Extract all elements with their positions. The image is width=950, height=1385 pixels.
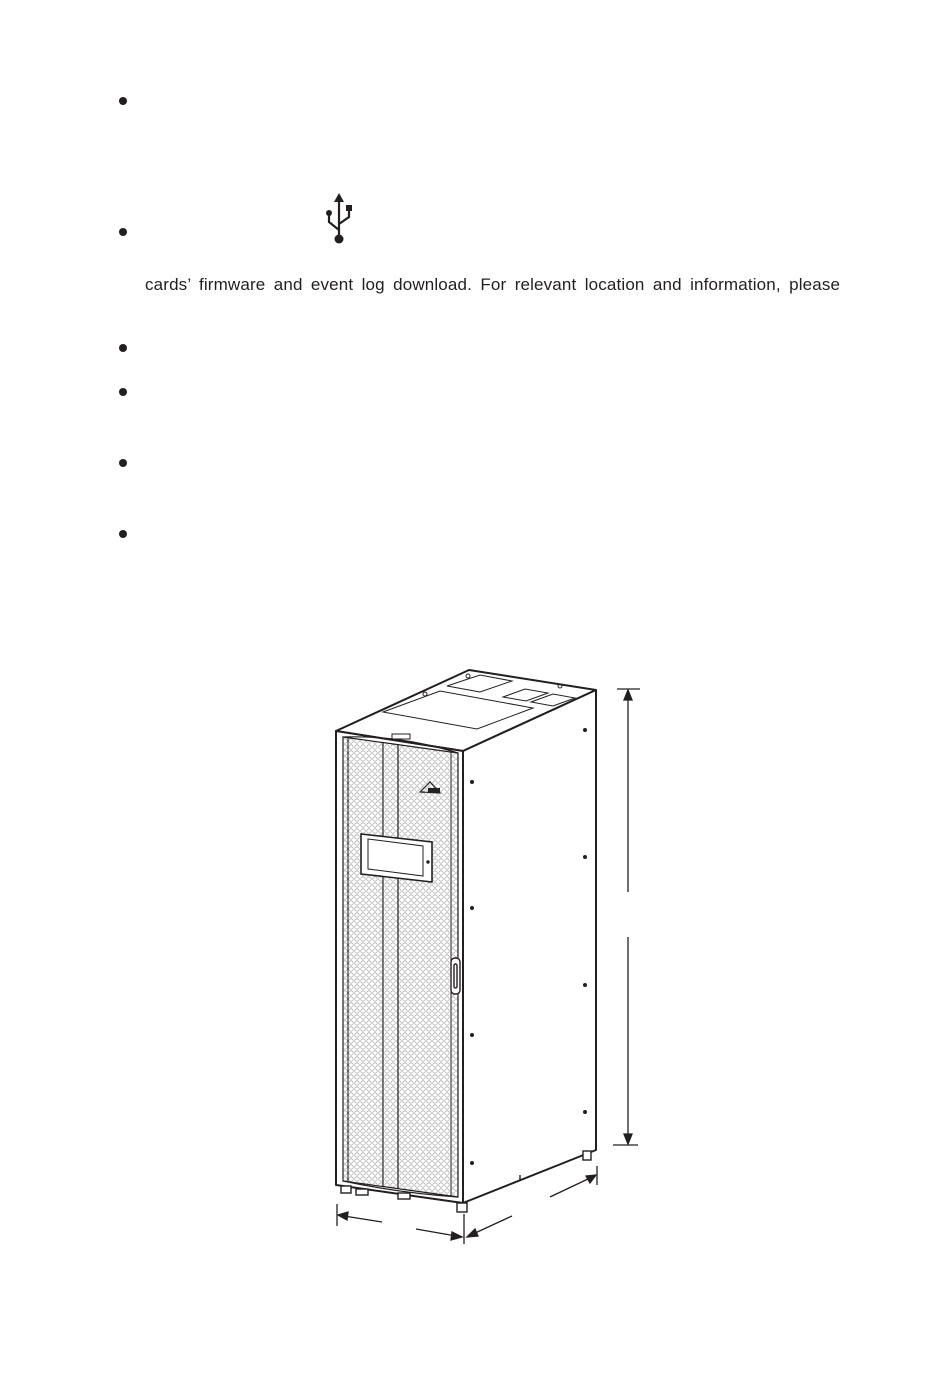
width-dimension xyxy=(337,1204,464,1244)
ups-cabinet-drawing xyxy=(320,660,650,1250)
door-handle xyxy=(451,958,460,994)
touch-screen xyxy=(361,834,432,882)
bullet-3 xyxy=(119,344,127,352)
bullet-6 xyxy=(119,530,127,538)
front-door xyxy=(343,737,458,1197)
bullet-4 xyxy=(119,388,127,396)
bullet-1 xyxy=(119,97,127,105)
height-dimension xyxy=(613,689,640,1145)
usb-icon xyxy=(321,192,357,248)
bullet-2 xyxy=(119,228,127,236)
paragraph-line: cards’ firmware and event log download. For relevant location and information, please xyxy=(145,275,841,294)
bullet-5 xyxy=(119,459,127,467)
